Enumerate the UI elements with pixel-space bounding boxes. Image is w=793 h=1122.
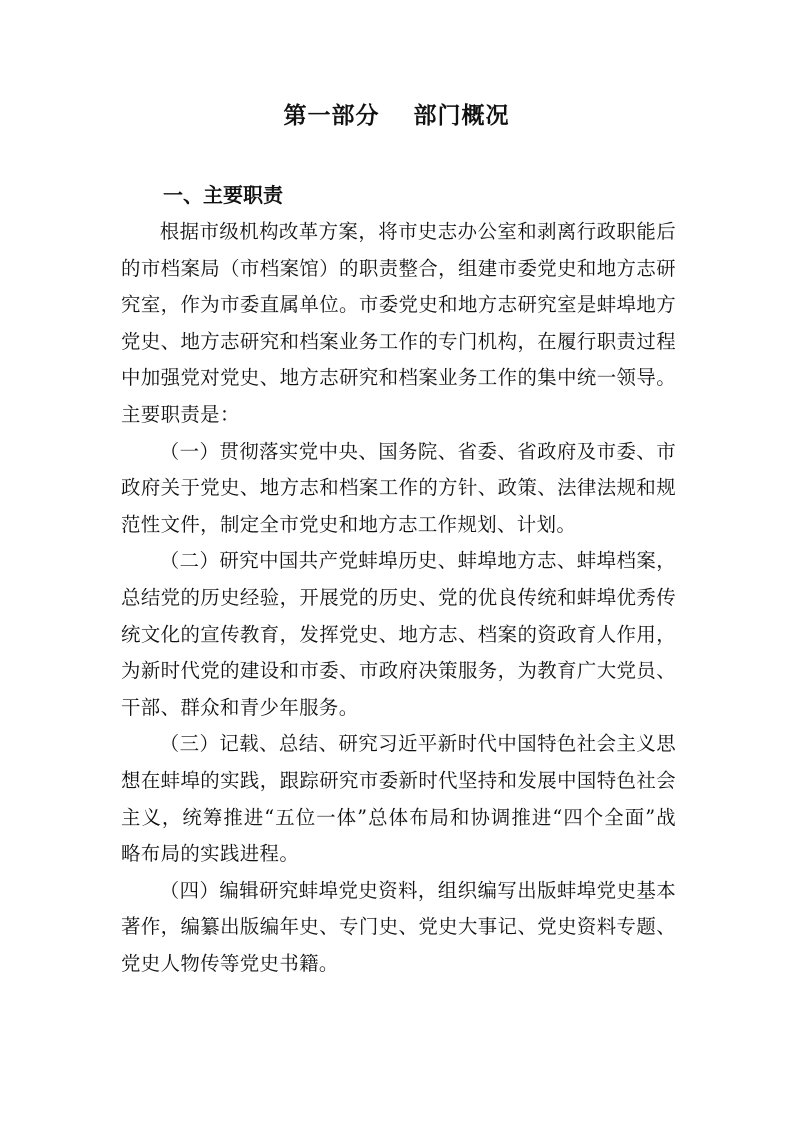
- duty-paragraph-3: （三）记载、总结、研究习近平新时代中国特色社会主义思想在蚌埠的实践，跟踪研究市委新时代坚持和发展中国特色社会主义，统筹推进“五位一体”总体布局和协调推进“四个全面”战略布局的实践进程。: [121, 732, 676, 866]
- body-text: [121, 214, 676, 982]
- duty-paragraph-4: （四）编辑研究蚌埠党史资料，组织编写出版蚌埠党史基本著作，编纂出版编年史、专门史、党史大事记、党史资料专题、党史人物传等党史书籍。: [121, 878, 676, 975]
- title-part-two: 部门概况: [413, 103, 510, 129]
- duty-paragraph-2: （二）研究中国共产党蚌埠历史、蚌埠地方志、蚌埠档案，总结党的历史经验，开展党的历史、党的优良传统和蚌埠优秀传统文化的宣传教育，发挥党史、地方志、档案的资政育人作用，为新时代党的建设和市委、市政府决策服务，为教育广大党员、干部、群众和青少年服务。: [121, 549, 676, 719]
- title-part-one: 第一部分: [283, 103, 380, 129]
- section-heading: 一、主要职责: [163, 183, 283, 207]
- duty-paragraph-1: （一）贯彻落实党中央、国务院、省委、省政府及市委、市政府关于党史、地方志和档案工作的方针、政策、法律法规和规范性文件，制定全市党史和地方志工作规划、计划。: [121, 439, 676, 536]
- intro-paragraph: 根据市级机构改革方案，将市史志办公室和剥离行政职能后的市档案局（市档案馆）的职责整合，组建市委党史和地方志研究室，作为市委直属单位。市委党史和地方志研究室是蚌埠地方党史、地方志研究和档案业务工作的专门机构，在履行职责过程中加强党对党史、地方志研究和档案业务工作的集中统一领导。主要职责是：: [121, 220, 676, 426]
- page-title: [0, 100, 793, 132]
